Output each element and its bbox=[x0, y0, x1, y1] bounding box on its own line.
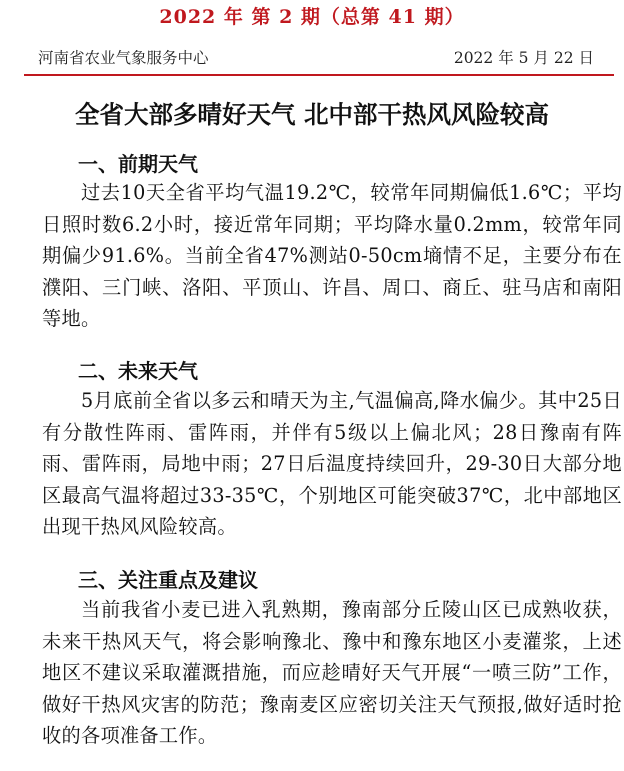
section-body-previous-weather: 过去10天全省平均气温19.2℃，较常年同期偏低1.6℃；平均日照时数6.2小时，接近常年同期；平均降水量0.2mm，较常年同期偏少91.6%。当前全省47%测站0-50cm墒情不足，主要分布在濮阳、三门峡、洛阳、平顶山、许昌、周口、商丘、驻马店和南阳等地。 bbox=[42, 181, 622, 330]
section-title-future-weather: 二、未来天气 bbox=[78, 359, 198, 383]
section-body-recommendations: 当前我省小麦已进入乳熟期，豫南部分丘陵山区已成熟收获，未来干热风天气，将会影响豫北、豫中和豫东地区小麦灌浆，上述地区不建议采取灌溉措施，而应趁晴好天气开展“一喷三防”工作，做好干热风灾害的防范；豫南麦区应密切关注天气预报,做好适时抢收的各项准备工作。 bbox=[42, 598, 622, 747]
masthead-divider bbox=[24, 74, 614, 76]
masthead-row bbox=[30, 46, 602, 70]
publication-date: 2022 年 5 月 22 日 bbox=[453, 49, 594, 67]
issue-number: 2022 年 第 2 期（总第 41 期） bbox=[159, 6, 465, 28]
publisher-name: 河南省农业气象服务中心 bbox=[38, 49, 209, 67]
section-title-previous-weather: 一、前期天气 bbox=[78, 152, 198, 176]
section-title-recommendations: 三、关注重点及建议 bbox=[78, 568, 258, 592]
section-body-future-weather: 5月底前全省以多云和晴天为主,气温偏高,降水偏少。其中25日有分散性阵雨、雷阵雨，并伴有5级以上偏北风；28日豫南有阵雨、雷阵雨，局地中雨；27日后温度持续回升，29-30日大部分地区最高气温将超过33-35℃，个别地区可能突破37℃，北中部地区出现干热风风险较高。 bbox=[42, 389, 622, 538]
document-headline: 全省大部多晴好天气 北中部干热风风险较高 bbox=[74, 100, 550, 129]
